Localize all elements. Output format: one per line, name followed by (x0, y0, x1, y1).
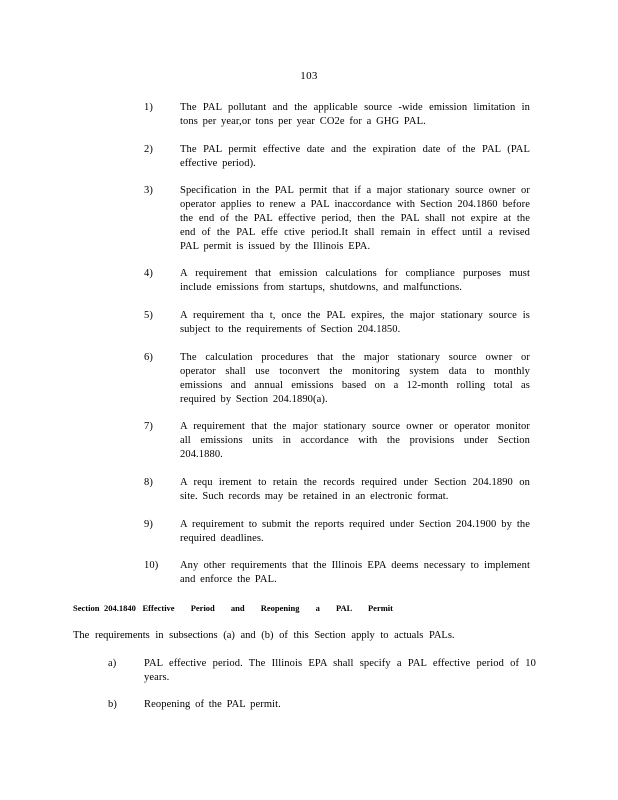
list-item-text: The PAL permit effective date and the expiration date of the PAL (PAL effective period). (180, 144, 530, 169)
page-number: 103 (300, 70, 318, 82)
list-item-number: 6) (144, 352, 153, 363)
section-heading (73, 603, 393, 613)
list-item-number: 8) (144, 477, 153, 488)
list-item-text: Specification in the PAL permit that if a major stationary source owner or operator applies to renew a PAL inaccordance with Section 204.1860 before the end of the PAL effective period, then the PAL shall not expire at the end of the PAL effe ctive period.It shall remain in effect until a revised PAL permit is issued by the Illinois EPA. (180, 185, 530, 252)
list-item-text: The PAL pollutant and the applicable source -wide emission limitation in tons per year,or tons per year CO2e for a GHG PAL. (180, 102, 530, 127)
list-item-text: A requirement to submit the reports required under Section 204.1900 by the required deadlines. (180, 519, 530, 544)
section-heading-title: Effective Period and Reopening a PAL Permit (142, 603, 393, 613)
list-item-text: The calculation procedures that the major stationary source owner or operator shall use toconvert the monitoring system data to monthly emissions and annual emissions based on a 12-month rolling total as required by Section 204.1890(a). (180, 352, 530, 405)
list-item-text: A requirement that the major stationary source owner or operator monitor all emissions units in accordance with the provisions under Section 204.1880. (180, 421, 530, 460)
section-heading-label: Section (73, 603, 100, 613)
list-item-number: 4) (144, 268, 153, 279)
intro-paragraph: The requirements in subsections (a) and (b) of this Section apply to actuals PALs. (73, 630, 455, 641)
subsection-number: b) (108, 699, 117, 710)
list-item-number: 5) (144, 310, 153, 321)
list-item-number: 2) (144, 144, 153, 155)
subsection-text: PAL effective period. The Illinois EPA shall specify a PAL effective period of 10 years. (144, 658, 536, 683)
section-heading-number: 204.1840 (104, 603, 136, 613)
subsection-number: a) (108, 658, 117, 669)
list-item-number: 3) (144, 185, 153, 196)
list-item-text: Any other requirements that the Illinois EPA deems necessary to implement and enforce the PAL. (180, 560, 530, 585)
subsection-text: Reopening of the PAL permit. (144, 699, 281, 710)
list-item-number: 1) (144, 102, 153, 113)
list-item-number: 10) (144, 560, 159, 571)
list-item-text: A requ irement to retain the records required under Section 204.1890 on site. Such records may be retained in an electronic format. (180, 477, 530, 502)
list-item-text: A requirement tha t, once the PAL expires, the major stationary source is subject to the requirements of Section 204.1850. (180, 310, 530, 335)
list-item-number: 9) (144, 519, 153, 530)
list-item-number: 7) (144, 421, 153, 432)
list-item-text: A requirement that emission calculations for compliance purposes must include emissions from startups, shutdowns, and malfunctions. (180, 268, 530, 293)
